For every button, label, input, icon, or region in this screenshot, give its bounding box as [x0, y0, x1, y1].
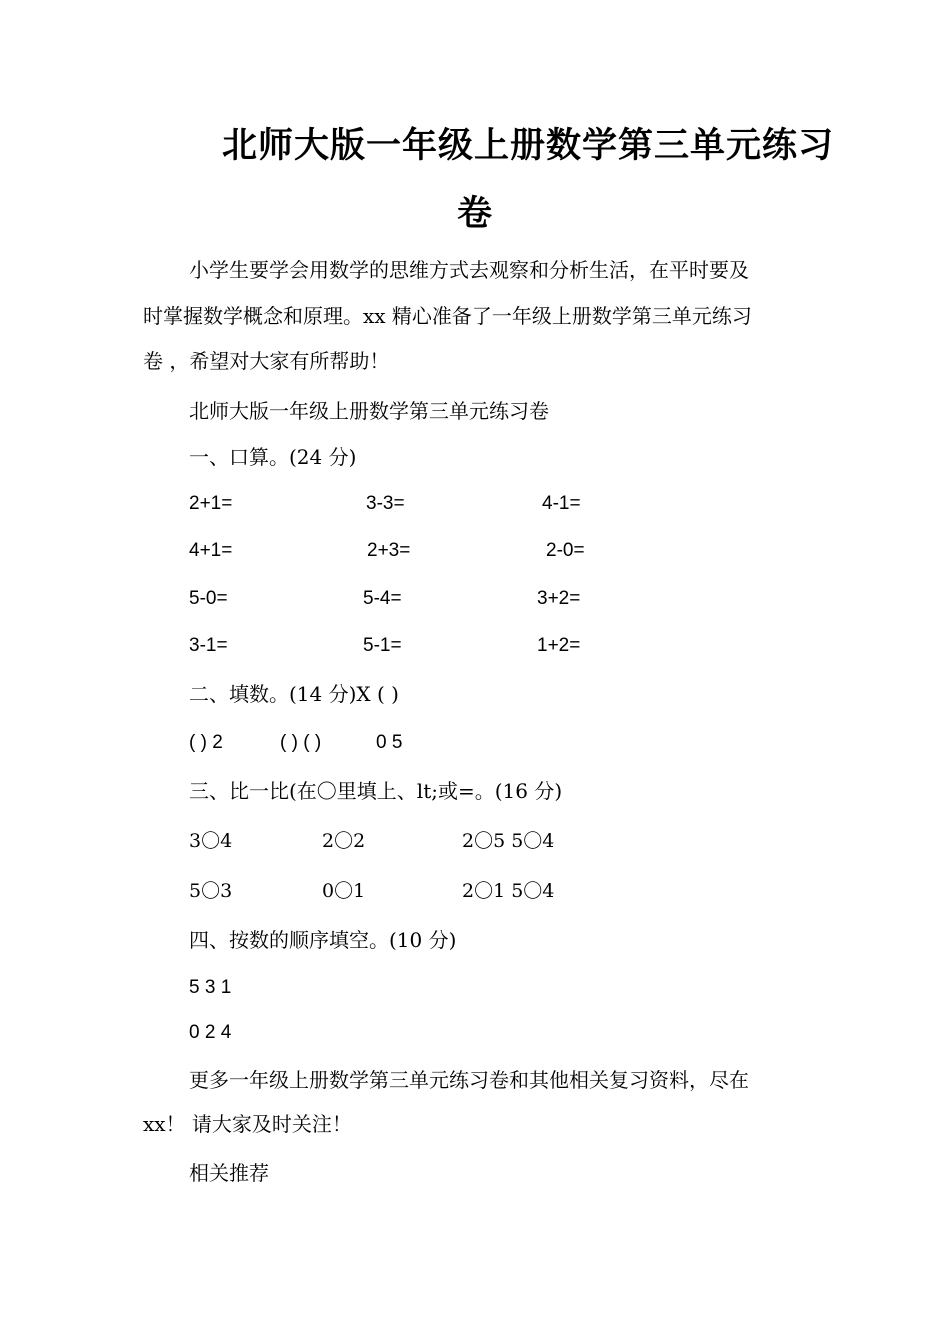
fill-item: ( ) ( ) — [280, 732, 322, 753]
fill-item: ( ) 2 — [189, 732, 223, 753]
document-title-line2: 卷 — [457, 193, 494, 234]
exercise-item: 5-4= — [363, 588, 402, 609]
intro-line-2: 时掌握数学概念和原理。xx 精心准备了一年级上册数学第三单元练习 — [143, 304, 752, 328]
related-heading: 相关推荐 — [189, 1161, 269, 1185]
compare-item: 2〇1 5〇4 — [462, 880, 555, 902]
section1-heading: 一、口算。(24 分) — [189, 445, 357, 469]
exercise-item: 3-3= — [366, 493, 405, 514]
exercise-item: 5-1= — [363, 635, 402, 656]
exercise-item: 2-0= — [546, 540, 585, 561]
compare-item: 2〇2 — [322, 830, 366, 852]
compare-item: 2〇5 5〇4 — [462, 830, 555, 852]
exercise-item: 2+3= — [367, 540, 411, 561]
section3-heading: 三、比一比(在〇里填上、lt;或=。(16 分) — [189, 779, 563, 803]
section4-heading: 四、按数的顺序填空。(10 分) — [189, 928, 457, 952]
exercise-item: 4-1= — [542, 493, 581, 514]
sequence-row: 0 2 4 — [189, 1022, 232, 1043]
exercise-item: 1+2= — [537, 635, 581, 656]
exercise-item: 4+1= — [189, 540, 233, 561]
compare-item: 5〇3 — [189, 880, 233, 902]
intro-line-1: 小学生要学会用数学的思维方式去观察和分析生活，在平时要及 — [189, 258, 749, 282]
fill-item: 0 5 — [376, 732, 403, 753]
subtitle: 北师大版一年级上册数学第三单元练习卷 — [189, 399, 549, 423]
exercise-item: 2+1= — [189, 493, 233, 514]
closing-line-2: xx！ 请大家及时关注！ — [143, 1112, 352, 1136]
compare-item: 3〇4 — [189, 830, 233, 852]
closing-line-1: 更多一年级上册数学第三单元练习卷和其他相关复习资料，尽在 — [189, 1068, 749, 1092]
section2-heading: 二、填数。(14 分)X ( ) — [189, 682, 399, 706]
intro-line-3: 卷 ，希望对大家有所帮助！ — [143, 349, 390, 373]
exercise-item: 3-1= — [189, 635, 228, 656]
document-title-line1: 北师大版一年级上册数学第三单元练习 — [222, 125, 835, 166]
sequence-row: 5 3 1 — [189, 977, 232, 998]
compare-item: 0〇1 — [322, 880, 366, 902]
exercise-item: 3+2= — [537, 588, 581, 609]
exercise-item: 5-0= — [189, 588, 228, 609]
